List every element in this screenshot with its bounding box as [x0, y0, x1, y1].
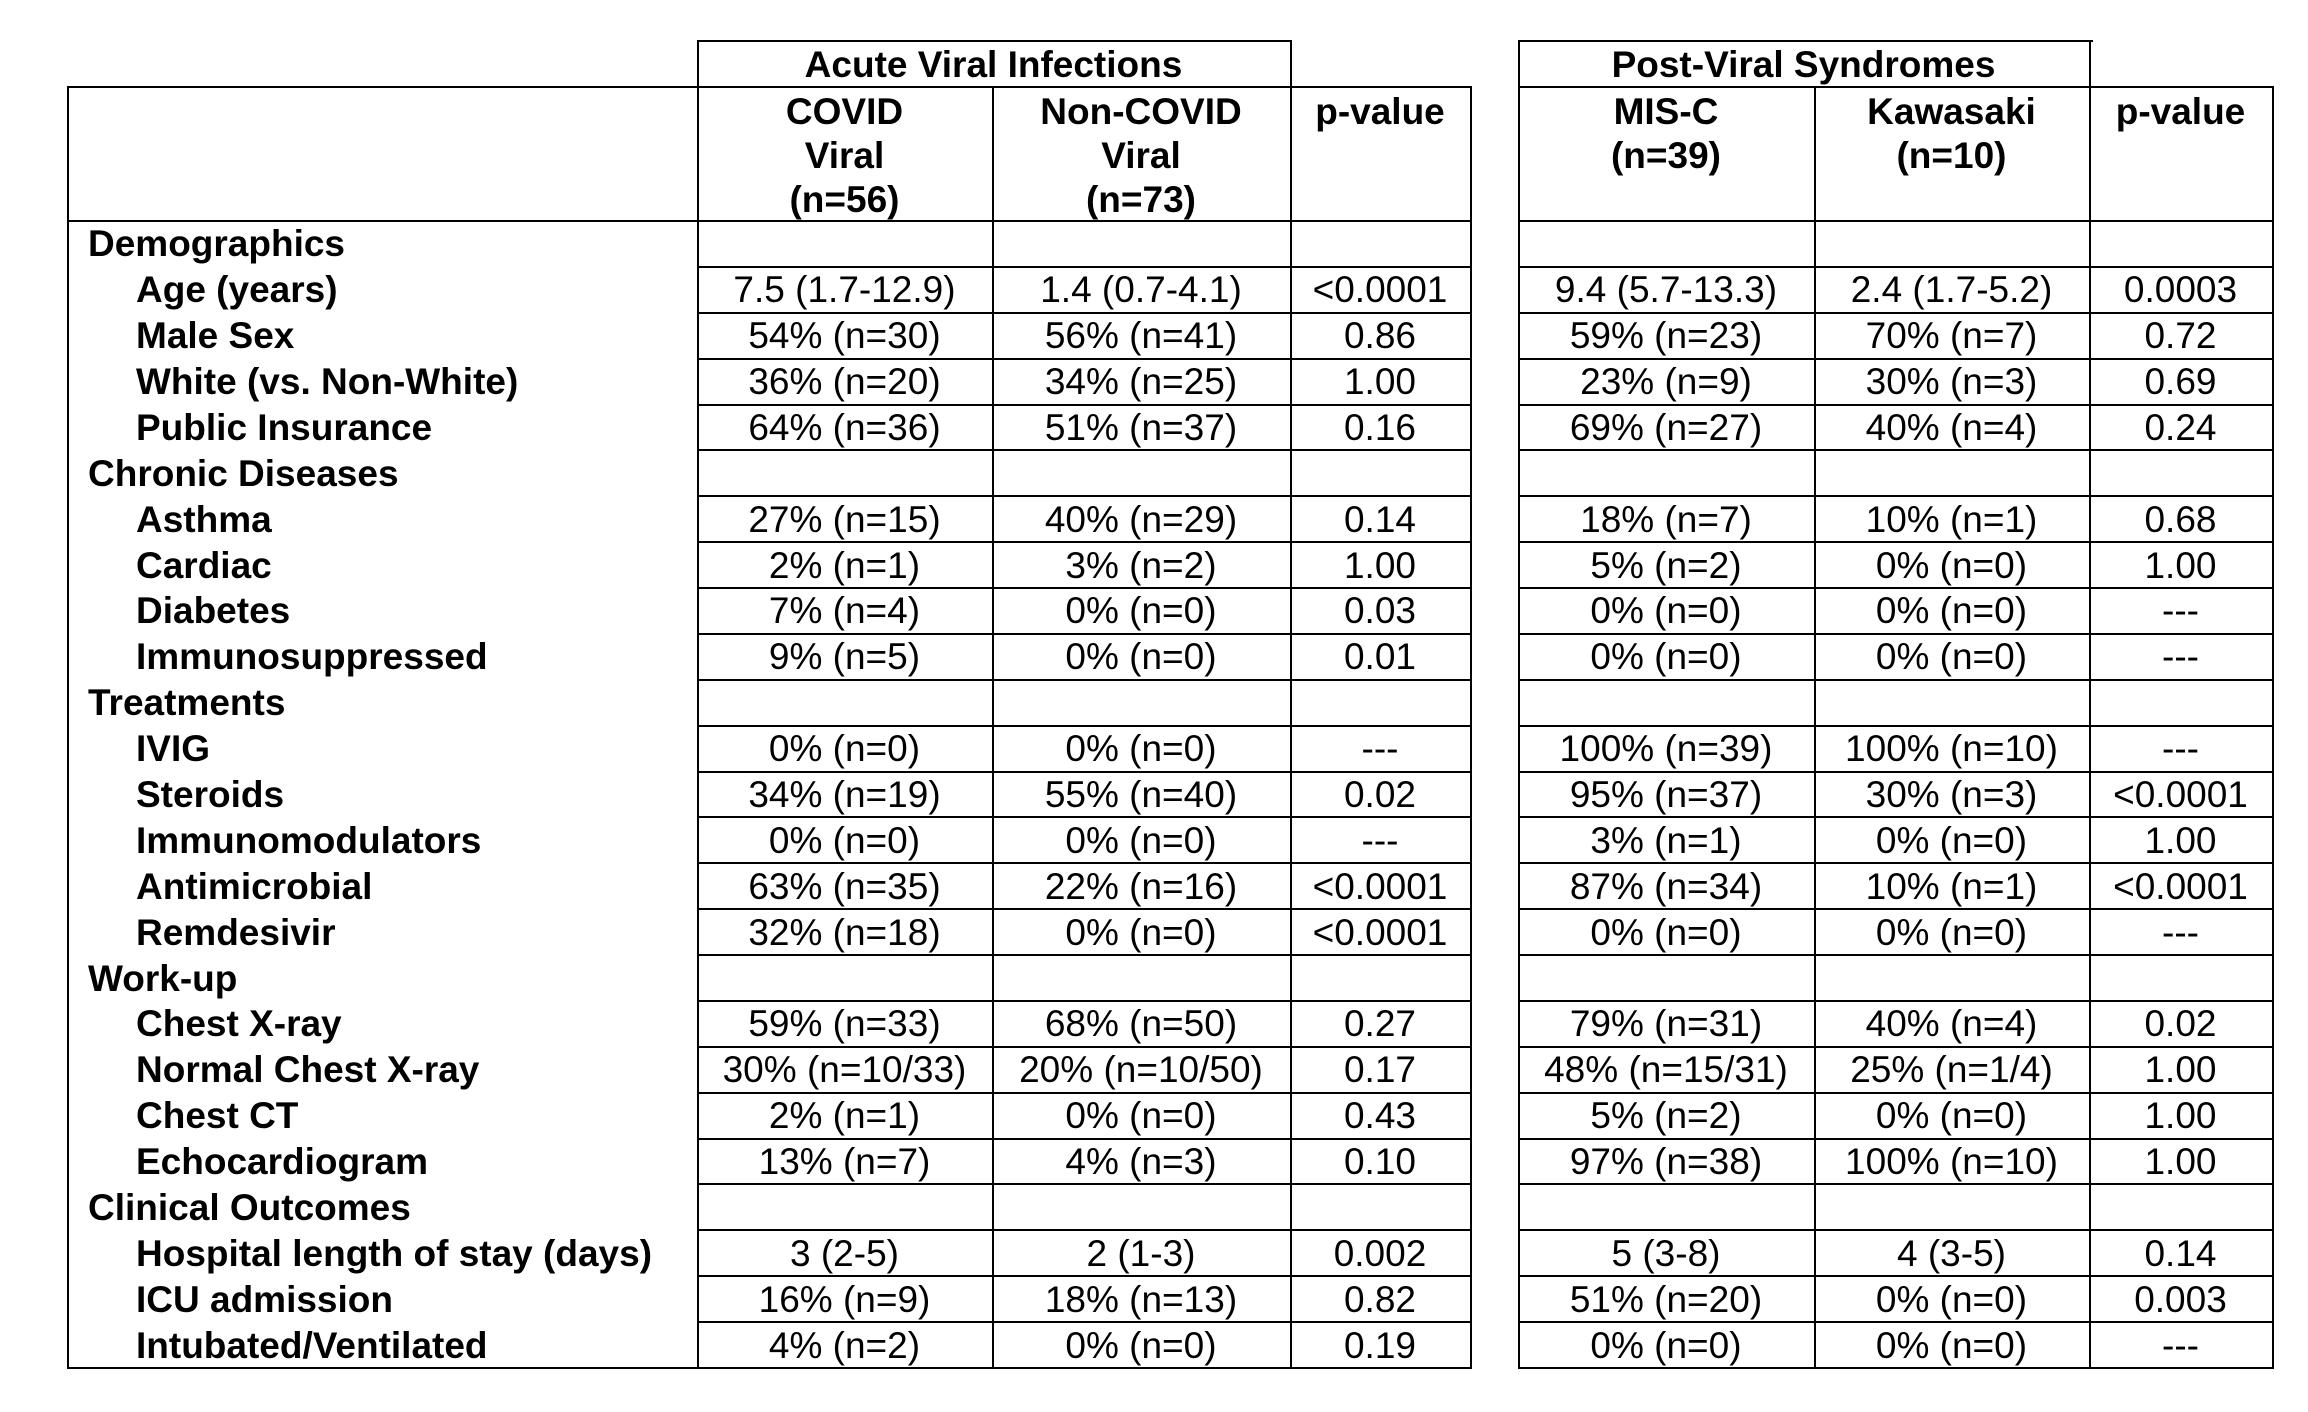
table-cell: 27% (n=15) [748, 498, 941, 540]
row-label: Remdesivir [136, 911, 336, 953]
comparison-table [64, 40, 2308, 1366]
table-cell: 1.00 [2144, 1141, 2217, 1183]
table-cell: 0.43 [1343, 1095, 1416, 1137]
column-header-line: (n=10) [1896, 135, 2007, 176]
group-header-post: Post-Viral Syndromes [1611, 43, 1996, 85]
table-cell: 40% (n=4) [1865, 1003, 2038, 1045]
table-cell: 0% (n=0) [1875, 1278, 2028, 1320]
gridline [2272, 86, 2274, 1369]
table-cell: 32% (n=18) [748, 911, 941, 953]
table-cell: 0.72 [2144, 315, 2217, 357]
table-cell: 0.14 [2144, 1232, 2217, 1274]
table-cell: --- [1361, 819, 1399, 861]
table-cell: 1.00 [2144, 1095, 2217, 1137]
table-cell: 2.4 (1.7-5.2) [1850, 269, 2053, 311]
table-cell: 0% (n=0) [1590, 636, 1742, 678]
table-cell: 64% (n=36) [748, 406, 941, 448]
table-cell: 30% (n=10/33) [722, 1049, 967, 1091]
table-cell: 48% (n=15/31) [1544, 1049, 1788, 1091]
row-label: ICU admission [136, 1278, 393, 1320]
table-cell: 4 (3-5) [1897, 1232, 2006, 1274]
table-cell: <0.0001 [1312, 911, 1448, 953]
column-header-line: Non-COVID [1040, 91, 1242, 132]
table-cell: 0.69 [2144, 361, 2217, 403]
table-cell: 51% (n=20) [1569, 1278, 1763, 1320]
table-cell: 63% (n=35) [748, 865, 941, 907]
table-cell: 40% (n=4) [1865, 406, 2038, 448]
table-cell: <0.0001 [1312, 865, 1448, 907]
table-cell: 0.27 [1343, 1003, 1416, 1045]
table-cell: 23% (n=9) [1580, 361, 1752, 403]
row-label: Chest CT [136, 1095, 299, 1137]
table-cell: 0.68 [2144, 498, 2217, 540]
table-cell: 54% (n=30) [748, 315, 941, 357]
table-cell: 0.02 [2144, 1003, 2217, 1045]
table-cell: 0% (n=0) [1065, 1324, 1217, 1366]
column-header-line: COVID [785, 91, 904, 132]
row-label: Hospital length of stay (days) [136, 1232, 653, 1274]
table-cell: 1.00 [2144, 544, 2217, 586]
column-header-covid [697, 90, 992, 222]
table-cell: 0% (n=0) [1875, 1324, 2028, 1366]
table-cell: 0.10 [1343, 1141, 1416, 1183]
table-cell: 0% (n=0) [768, 728, 921, 770]
table-cell: --- [2162, 1324, 2199, 1366]
table-cell: 1.00 [2144, 1049, 2217, 1091]
table-cell: --- [2162, 590, 2199, 632]
table-cell: 0% (n=0) [1875, 636, 2028, 678]
table-cell: 0% (n=0) [1875, 544, 2028, 586]
row-label: White (vs. Non-White) [136, 361, 519, 403]
column-header-line: Viral [1101, 135, 1181, 176]
column-header-line: (n=56) [789, 179, 900, 220]
table-cell: 0.01 [1343, 636, 1416, 678]
table-cell: 30% (n=3) [1865, 361, 2038, 403]
row-label: Steroids [136, 773, 285, 815]
table-cell: 0% (n=0) [1065, 728, 1217, 770]
row-label: Immunosuppressed [136, 636, 488, 678]
table-cell: <0.0001 [2113, 865, 2248, 907]
row-label: Asthma [136, 498, 272, 540]
table-cell: 1.4 (0.7-4.1) [1040, 269, 1242, 311]
table-cell: 7.5 (1.7-12.9) [733, 269, 956, 311]
table-cell: 10% (n=1) [1865, 865, 2038, 907]
table-cell: 100% (n=10) [1845, 728, 2058, 770]
table-cell: --- [1361, 728, 1399, 770]
column-header-noncovid [992, 90, 1290, 222]
table-cell: 0.16 [1343, 406, 1416, 448]
table-cell: 7% (n=4) [768, 590, 921, 632]
table-cell: 5 (3-8) [1611, 1232, 1721, 1274]
section-label: Treatments [88, 682, 286, 724]
column-header-line: Kawasaki [1867, 91, 2036, 132]
section-label: Clinical Outcomes [88, 1186, 411, 1228]
table-cell: 5% (n=2) [1590, 1095, 1742, 1137]
table-cell: 3% (n=2) [1065, 544, 1217, 586]
table-cell: 0% (n=0) [1590, 911, 1742, 953]
table-cell: 100% (n=39) [1559, 728, 1773, 770]
gridline [1518, 220, 2274, 222]
table-cell: 3% (n=1) [1590, 819, 1742, 861]
column-header-line: (n=39) [1610, 135, 1721, 176]
table-cell: 0% (n=0) [1065, 911, 1217, 953]
column-header-line: MIS-C [1613, 91, 1719, 132]
table-cell: 1.00 [1343, 361, 1416, 403]
table-cell: 0.17 [1343, 1049, 1416, 1091]
table-cell: 100% (n=10) [1845, 1141, 2058, 1183]
table-cell: 0.86 [1343, 315, 1416, 357]
table-cell: 95% (n=37) [1569, 773, 1763, 815]
table-cell: 9.4 (5.7-13.3) [1554, 269, 1778, 311]
row-label: IVIG [136, 728, 211, 770]
table-cell: 2 (1-3) [1086, 1232, 1196, 1274]
table-cell: 0% (n=0) [1065, 819, 1217, 861]
gridline [67, 86, 69, 1369]
row-label: Immunomodulators [136, 819, 482, 861]
gridline [1518, 86, 2274, 88]
table-cell: 34% (n=25) [1044, 361, 1238, 403]
table-cell: 0% (n=0) [1590, 590, 1742, 632]
table-cell: 25% (n=1/4) [1850, 1049, 2053, 1091]
column-header-misc [1518, 90, 1814, 178]
table-cell: 0% (n=0) [1065, 590, 1217, 632]
table-cell: --- [2162, 728, 2199, 770]
table-cell: 0.14 [1343, 498, 1416, 540]
table-cell: 87% (n=34) [1569, 865, 1763, 907]
gridline [67, 86, 1472, 88]
column-header-p1 [1290, 90, 1470, 134]
table-cell: --- [2162, 911, 2199, 953]
table-cell: 0% (n=0) [1065, 636, 1217, 678]
gridline [1518, 954, 2274, 956]
table-cell: 40% (n=29) [1044, 498, 1238, 540]
row-label: Public Insurance [136, 406, 433, 448]
table-cell: 0% (n=0) [1875, 590, 2028, 632]
section-label: Chronic Diseases [88, 452, 399, 494]
table-cell: 0% (n=0) [1875, 819, 2028, 861]
table-cell: 34% (n=19) [748, 773, 941, 815]
row-label: Age (years) [136, 269, 338, 311]
gridline [1518, 1367, 2274, 1369]
table-cell: 22% (n=16) [1044, 865, 1238, 907]
table-cell: 0% (n=0) [1590, 1324, 1742, 1366]
table-cell: 51% (n=37) [1044, 406, 1238, 448]
table-cell: 2% (n=1) [768, 1095, 921, 1137]
row-label: Diabetes [136, 590, 291, 632]
table-cell: 0.19 [1343, 1324, 1416, 1366]
gridline [697, 954, 1472, 956]
table-cell: 56% (n=41) [1044, 315, 1238, 357]
table-cell: 9% (n=5) [768, 636, 921, 678]
table-cell: 0% (n=0) [1065, 1095, 1217, 1137]
table-cell: <0.0001 [1312, 269, 1448, 311]
table-cell: 18% (n=13) [1044, 1278, 1238, 1320]
table-cell: 68% (n=50) [1044, 1003, 1238, 1045]
table-cell: 4% (n=3) [1065, 1141, 1217, 1183]
table-cell: 0.82 [1343, 1278, 1416, 1320]
table-cell: <0.0001 [2113, 773, 2248, 815]
table-cell: 0% (n=0) [1875, 911, 2028, 953]
row-label: Normal Chest X-ray [136, 1049, 480, 1091]
table-cell: 5% (n=2) [1590, 544, 1742, 586]
gridline [1470, 86, 1472, 1369]
gridline [697, 679, 1472, 681]
column-header-line: p-value [2115, 91, 2246, 132]
table-cell: 20% (n=10/50) [1019, 1049, 1263, 1091]
table-cell: 0.02 [1343, 773, 1416, 815]
gridline [1518, 679, 2274, 681]
table-cell: 16% (n=9) [758, 1278, 931, 1320]
table-cell: 4% (n=2) [768, 1324, 921, 1366]
table-cell: 0.002 [1333, 1232, 1427, 1274]
row-label: Male Sex [136, 315, 295, 357]
column-header-line: p-value [1315, 91, 1445, 132]
table-cell: 0% (n=0) [1875, 1095, 2028, 1137]
table-cell: 2% (n=1) [768, 544, 921, 586]
table-cell: 97% (n=38) [1569, 1141, 1763, 1183]
table-cell: 59% (n=33) [748, 1003, 941, 1045]
gridline [67, 1367, 1472, 1369]
table-cell: 0.24 [2144, 406, 2217, 448]
table-cell: --- [2162, 636, 2199, 678]
table-cell: 55% (n=40) [1044, 773, 1238, 815]
table-cell: 0.003 [2134, 1278, 2227, 1320]
table-cell: 79% (n=31) [1569, 1003, 1763, 1045]
table-cell: 3 (2-5) [790, 1232, 899, 1274]
table-cell: 70% (n=7) [1865, 315, 2038, 357]
table-cell: 1.00 [1343, 544, 1416, 586]
table-cell: 36% (n=20) [748, 361, 941, 403]
table-cell: 0% (n=0) [768, 819, 921, 861]
column-header-line: Viral [804, 135, 885, 176]
table-cell: 30% (n=3) [1865, 773, 2038, 815]
section-label: Work-up [88, 957, 238, 999]
table-cell: 1.00 [2144, 819, 2217, 861]
section-label: Demographics [88, 223, 346, 265]
row-label: Intubated/Ventilated [136, 1324, 488, 1366]
row-label: Cardiac [136, 544, 272, 586]
table-cell: 69% (n=27) [1569, 406, 1763, 448]
row-label: Antimicrobial [136, 865, 373, 907]
table-cell: 0.03 [1343, 590, 1416, 632]
table-cell: 0.0003 [2123, 269, 2238, 311]
table-cell: 59% (n=23) [1569, 315, 1763, 357]
group-header-acute: Acute Viral Infections [804, 43, 1183, 85]
table-cell: 18% (n=7) [1580, 498, 1752, 540]
row-label: Echocardiogram [136, 1141, 428, 1183]
column-header-p2 [2089, 90, 2272, 134]
table-cell: 10% (n=1) [1865, 498, 2038, 540]
column-header-kawasaki [1814, 90, 2089, 178]
column-header-line: (n=73) [1085, 179, 1196, 220]
row-label: Chest X-ray [136, 1003, 342, 1045]
table-cell: 13% (n=7) [758, 1141, 931, 1183]
